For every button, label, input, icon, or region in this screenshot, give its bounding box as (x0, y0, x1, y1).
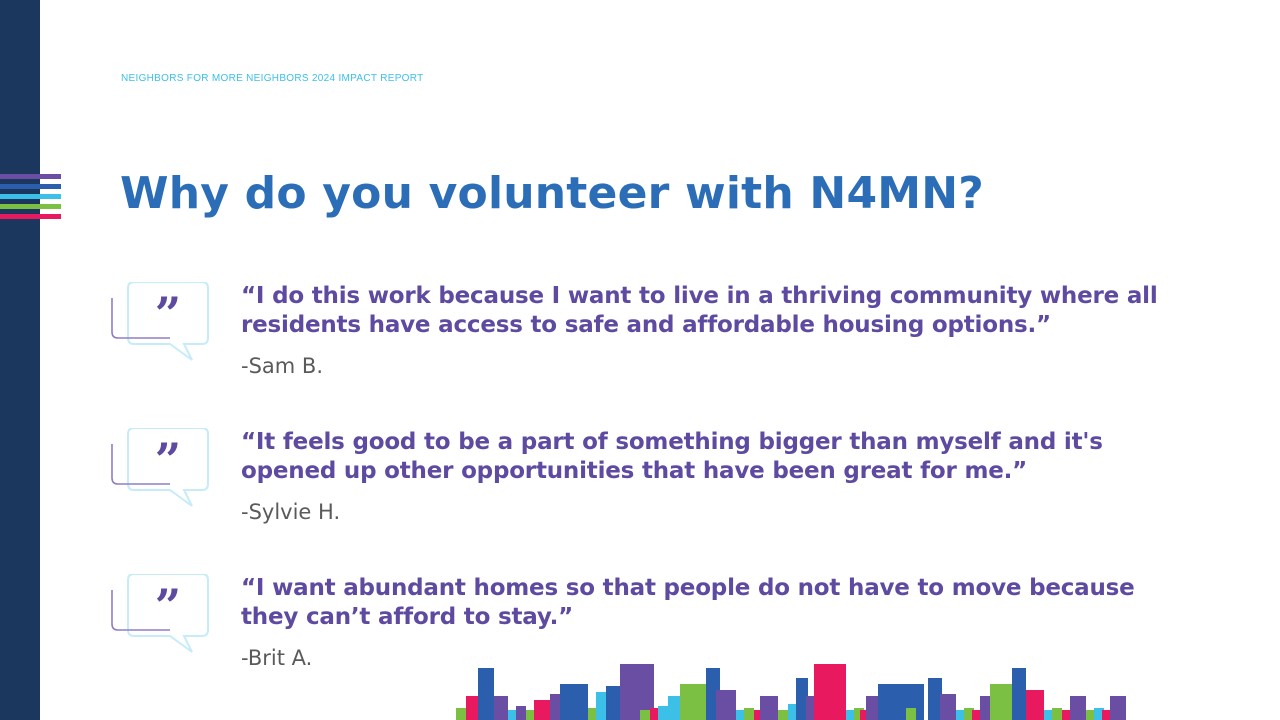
svg-text:”: ” (154, 579, 182, 633)
city-skyline-graphic (450, 660, 1130, 720)
quote-line-2: residents have access to safe and affordable housing options.” (241, 312, 1051, 338)
quote-text (241, 282, 1246, 340)
quote-line-1: “I do this work because I want to live in a thriving community where all (241, 283, 1158, 309)
quote-author: -Sam B. (241, 354, 323, 378)
quote-bubble-icon (110, 574, 210, 656)
quote-bubble-icon (110, 282, 210, 364)
quote-line-1: “It feels good to be a part of something bigger than myself and it's (241, 429, 1103, 455)
color-stripes (0, 174, 61, 224)
stripe-cyan (0, 194, 61, 199)
quote-line-2: they can’t afford to stay.” (241, 604, 574, 630)
stripe-purple (0, 174, 61, 179)
stripe-pink (0, 214, 61, 219)
svg-text:”: ” (154, 287, 182, 341)
stripe-blue (0, 184, 61, 189)
stripe-green (0, 204, 61, 209)
page-title: Why do you volunteer with N4MN? (120, 168, 985, 219)
quote-text (241, 428, 1246, 486)
quote-line-1: “I want abundant homes so that people do not have to move because (241, 575, 1135, 601)
sidebar-accent (0, 0, 40, 720)
quote-text (241, 574, 1246, 632)
quote-block-1 (110, 282, 1250, 392)
quote-block-2 (110, 428, 1250, 538)
quote-bubble-icon (110, 428, 210, 510)
svg-text:”: ” (154, 433, 182, 487)
quote-author: -Brit A. (241, 646, 313, 670)
quote-author: -Sylvie H. (241, 500, 341, 524)
quote-line-2: opened up other opportunities that have been great for me.” (241, 458, 1028, 484)
report-header: NEIGHBORS FOR MORE NEIGHBORS 2024 IMPACT REPORT (121, 73, 424, 84)
